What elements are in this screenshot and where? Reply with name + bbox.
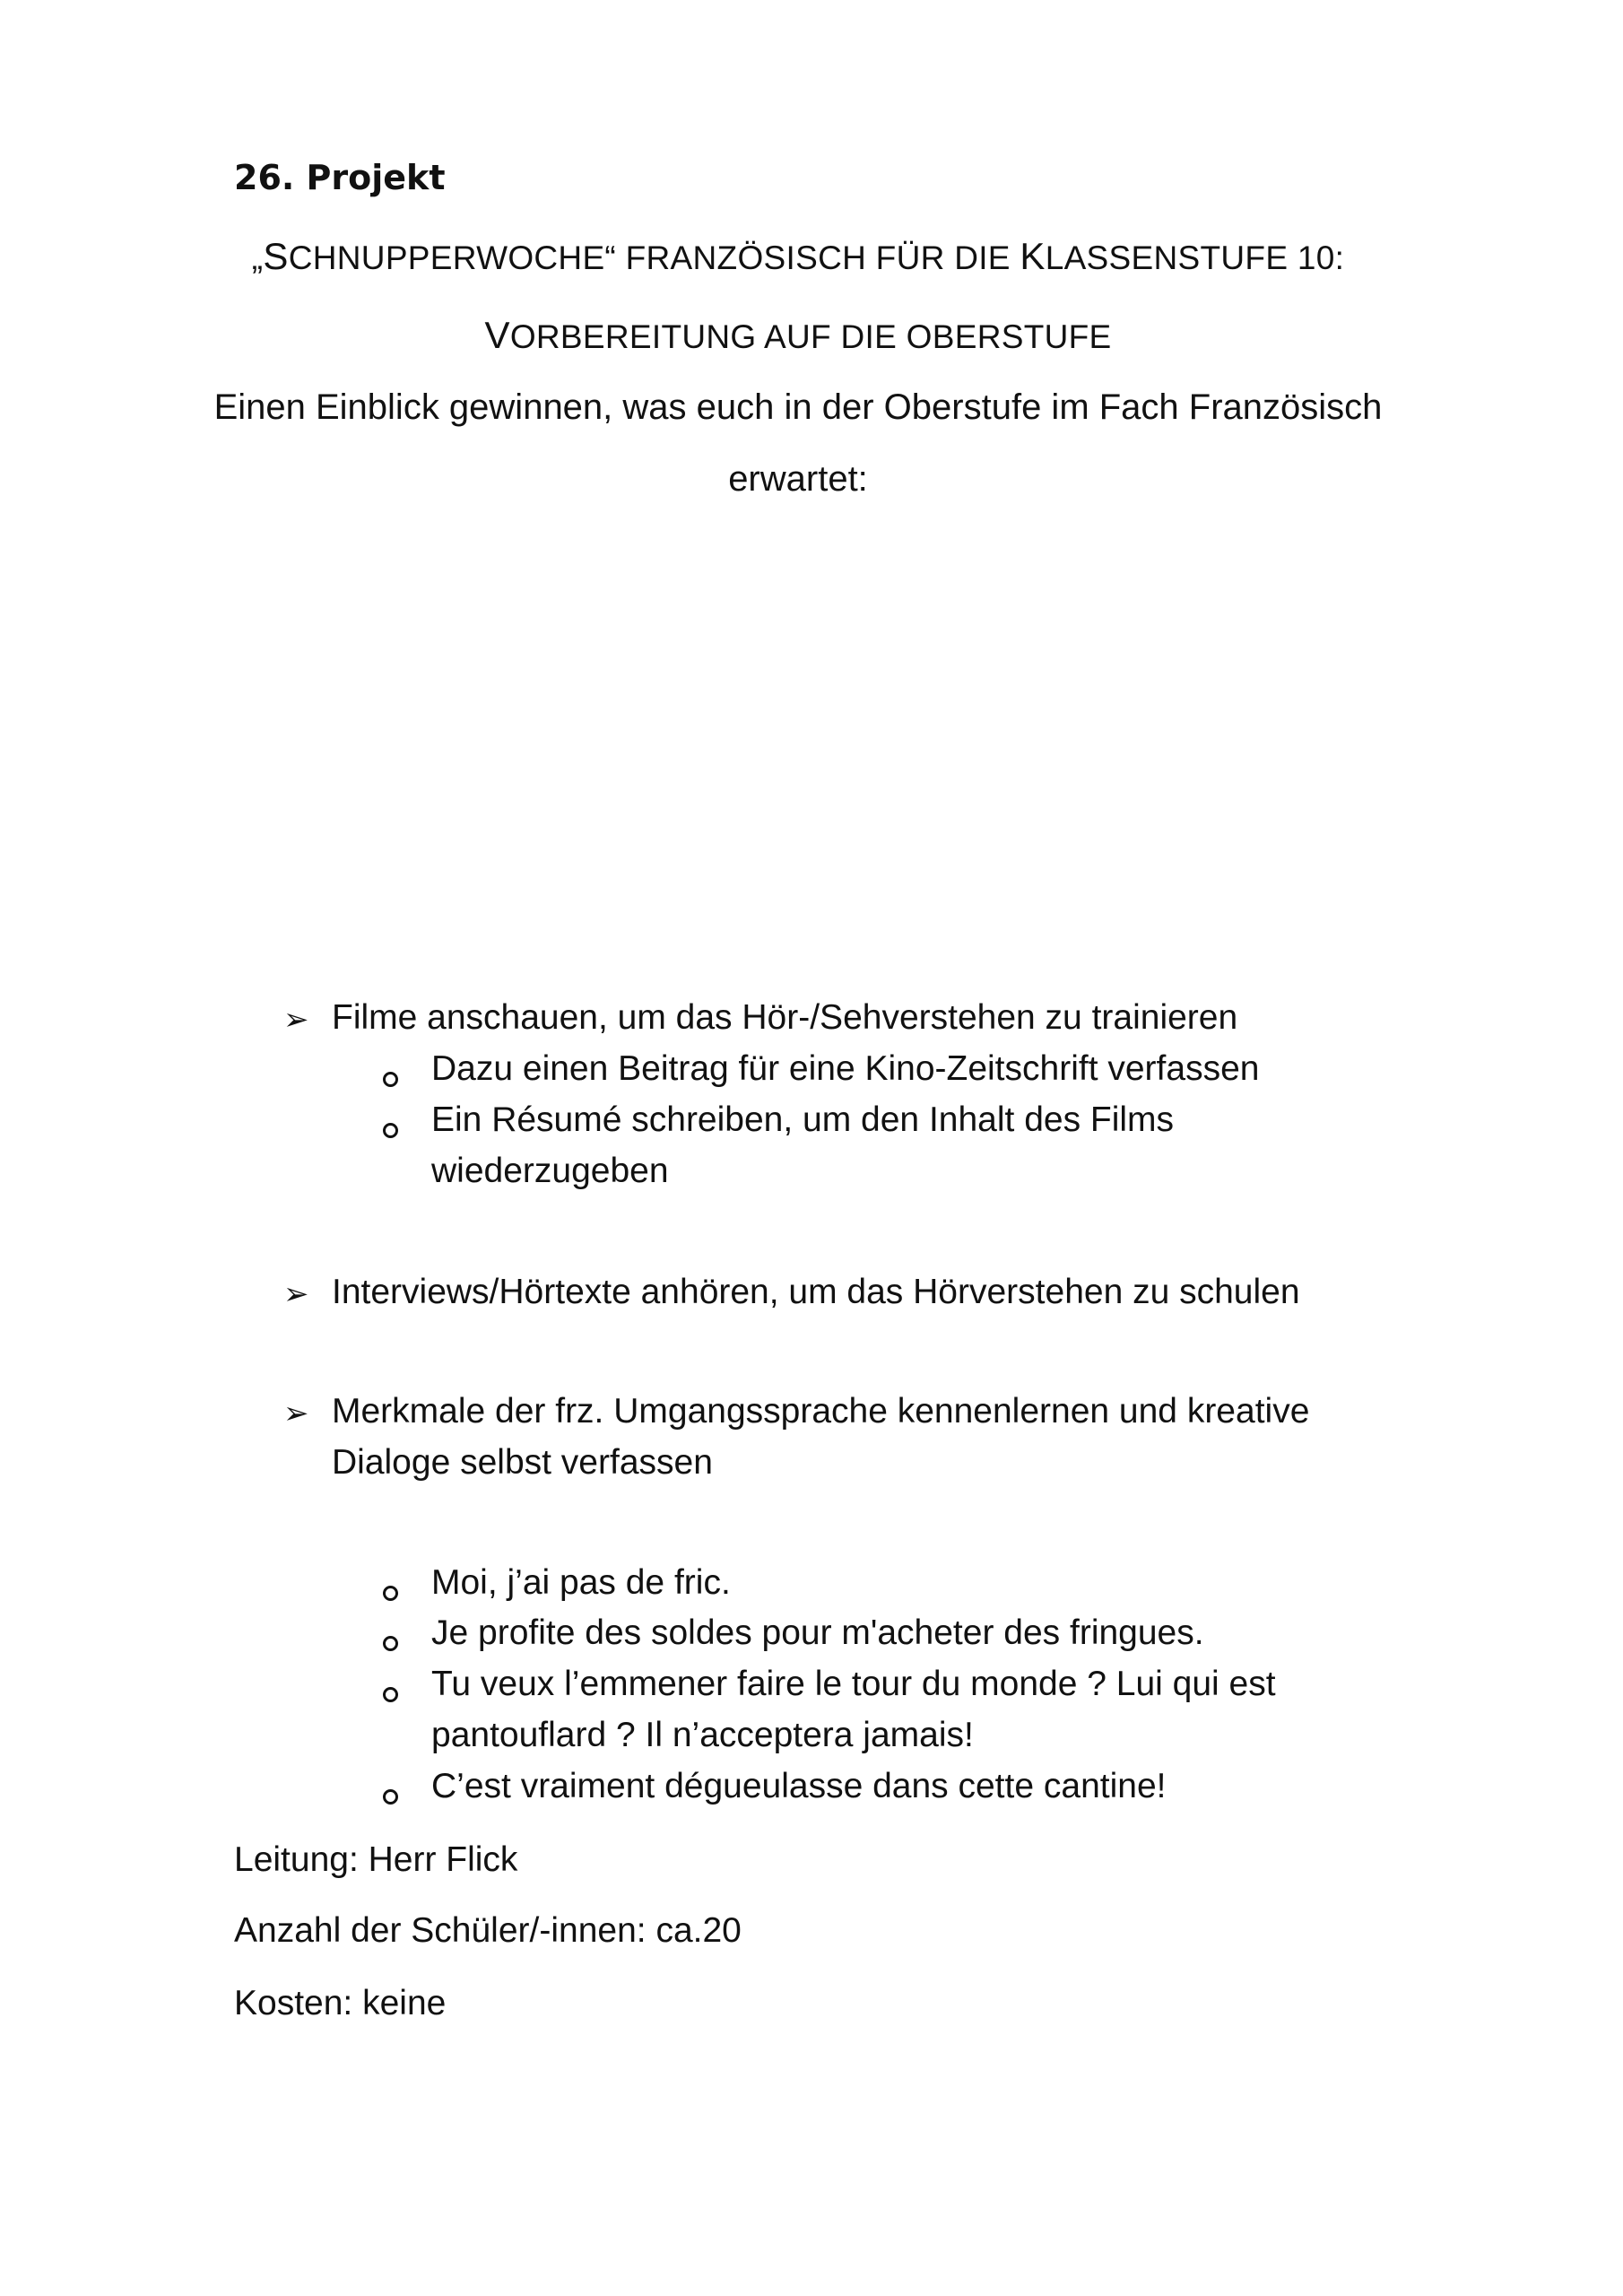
example-text: C’est vraiment dégueulasse dans cette cantine! [431, 1767, 1167, 1805]
example-text: Je profite des soldes pour m'acheter des fringues. [431, 1613, 1204, 1652]
circle-bullet-icon [383, 1687, 398, 1702]
example-text: Tu veux l’emmener faire le tour du monde ? Lui qui est [431, 1665, 1276, 1703]
bullet-text: Filme anschauen, um das Hör-/Sehverstehen zu trainieren [332, 998, 1238, 1037]
leitung-info: Leitung: Herr Flick [234, 1840, 518, 1879]
cost-info: Kosten: keine [234, 1984, 447, 2022]
title-initial-v: V [484, 314, 510, 356]
project-heading: 26. Projekt [234, 158, 446, 197]
title-part: ORBEREITUNG AUF DIE OBERSTUFE [509, 318, 1112, 355]
example-text-continued: pantouflard ? Il n’acceptera jamais! [431, 1716, 974, 1754]
title-initial-k: K [1020, 235, 1046, 277]
subitem-text: Ein Résumé schreiben, um den Inhalt des Films [431, 1100, 1175, 1139]
bullet-text: Merkmale der frz. Umgangssprache kennenlernen und kreative [332, 1392, 1310, 1431]
title-open-quote: „ [251, 239, 264, 276]
arrow-bullet-icon: ➢ [283, 1277, 309, 1311]
subitem-text-continued: wiederzugeben [431, 1152, 669, 1190]
intro-line-1: Einen Einblick gewinnen, was euch in der Oberstufe im Fach Französisch [213, 387, 1383, 427]
bullet-text: Interviews/Hörtexte anhören, um das Hörverstehen zu schulen [332, 1273, 1300, 1311]
circle-bullet-icon [383, 1123, 398, 1138]
example-text: Moi, j’ai pas de fric. [431, 1563, 731, 1602]
bullet-text-continued: Dialoge selbst verfassen [332, 1443, 713, 1482]
title-part: CHNUPPERWOCHE“ FRANZÖSISCH FÜR DIE [288, 239, 1020, 276]
circle-bullet-icon [383, 1072, 398, 1087]
document-title-line-2 [0, 314, 1596, 357]
circle-bullet-icon [383, 1636, 398, 1651]
arrow-bullet-icon: ➢ [283, 1003, 309, 1037]
circle-bullet-icon [383, 1586, 398, 1601]
document-title-line-1 [0, 235, 1596, 278]
arrow-bullet-icon: ➢ [283, 1396, 309, 1431]
subitem-text: Dazu einen Beitrag für eine Kino-Zeitschrift verfassen [431, 1049, 1260, 1088]
intro-line-2: erwartet: [728, 459, 868, 499]
title-initial-s: S [263, 235, 289, 277]
title-part-end: LASSENSTUFE 10: [1045, 239, 1345, 276]
circle-bullet-icon [383, 1789, 398, 1805]
student-count-info: Anzahl der Schüler/-innen: ca.20 [234, 1911, 742, 1950]
